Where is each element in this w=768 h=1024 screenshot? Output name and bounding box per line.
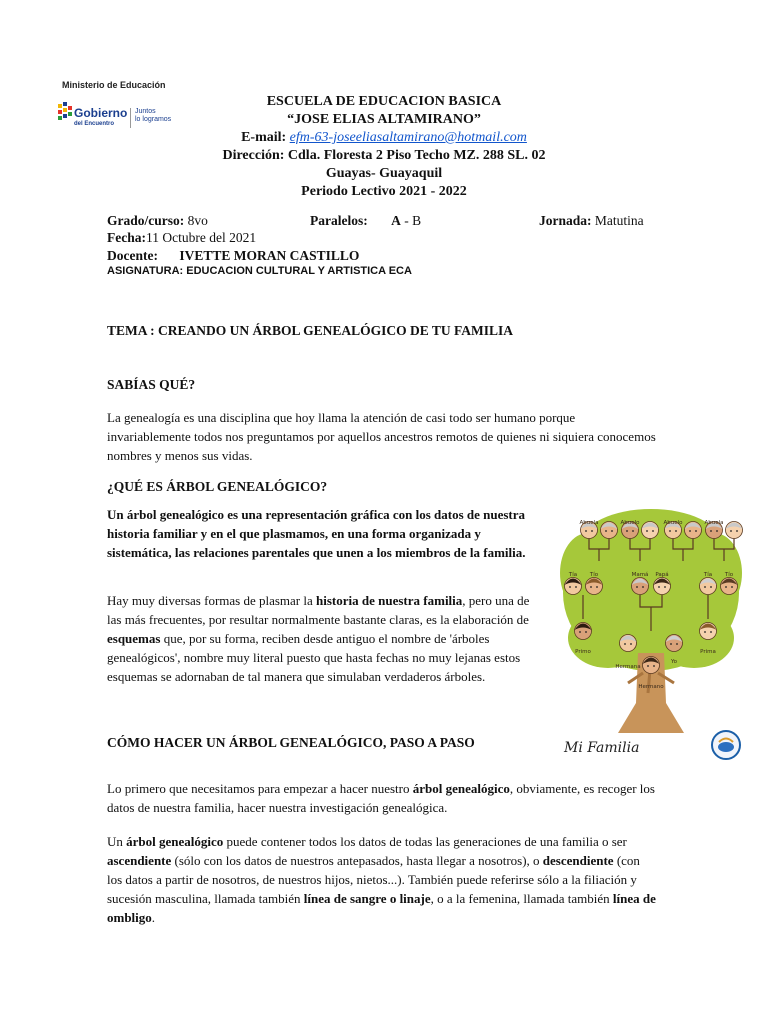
relative-2-figure: [586, 578, 603, 595]
address-line: Dirección: Cdla. Floresta 2 Piso Techo MZ. 288 SL. 02: [222, 148, 546, 163]
relative-4-label: Papá: [655, 572, 669, 578]
grandparent-2-label: Abuelo: [620, 520, 640, 526]
me-label: Yo: [671, 659, 677, 665]
tree-caption: Mi Familia: [564, 740, 640, 756]
cousin-male-label: Primo: [575, 649, 591, 655]
ministry-label: Ministerio de Educación: [62, 80, 166, 90]
definition-paragraph: Un árbol genealógico es una representación gráfica con los datos de nuestra historia familiar y en el que plasmamos, en una forma organizada y sistemática, las relaciones parentales que unen a los miembros de la familia.: [107, 507, 526, 560]
grade-field: Grado/curso: 8vo: [107, 213, 208, 228]
relative-3-figure: [632, 578, 649, 595]
relative-6-label: Tío: [724, 572, 734, 578]
cousin-male-figure: [575, 623, 592, 640]
relative-5-figure: [700, 578, 717, 595]
relative-1-label: Tía: [568, 572, 578, 578]
email-link[interactable]: efm-63-joseeliasaltamirano@hotmail.com: [289, 130, 527, 145]
grandparent-pair-3-figure: [685, 522, 702, 539]
gobierno-wordmark: Gobierno del Encuentro: [74, 106, 128, 127]
cousin-female-label: Prima: [700, 649, 716, 655]
brother-figure: [643, 657, 660, 674]
date-field: Fecha:11 Octubre del 2021: [107, 230, 257, 245]
topic-heading: TEMA : CREANDO UN ÁRBOL GENEALÓGICO DE TU FAMILIA: [107, 323, 514, 338]
me-figure: [666, 635, 683, 652]
grandparent-4-label: Abuela: [704, 520, 724, 526]
sabias-paragraph: La genealogía es una disciplina que hoy llama la atención de casi todo ser humano porque invariablemente todos nos preguntamos por aquellos ancestros remotos de quienes ni siquiera conocemos nombres y menos sus vidas.: [107, 410, 656, 463]
relative-5-label: Tía: [703, 572, 713, 578]
relative-6-figure: [721, 578, 738, 595]
grandparent-pair-2-figure: [642, 522, 659, 539]
family-tree-illustration: [558, 503, 744, 764]
logo-slogan: Juntos lo logramos: [135, 108, 172, 123]
grandparent-pair-1-figure: [601, 522, 618, 539]
brother-label: Hermano: [638, 684, 664, 690]
email-line: E-mail: efm-63-joseeliasaltamirano@hotmail.com: [241, 130, 527, 145]
government-emblem-icon: [56, 100, 74, 130]
period-line: Periodo Lectivo 2021 - 2022: [301, 184, 467, 199]
first-step-paragraph: Lo primero que necesitamos para empezar a hacer nuestro árbol genealógico, obviamente, es recoger los datos de nuestra familia, hacer nuestra investigación genealógica.: [107, 781, 655, 815]
subject-line: ASIGNATURA: EDUCACION CULTURAL Y ARTISTICA ECA: [107, 265, 412, 277]
city-line: Guayas- Guayaquil: [325, 166, 443, 181]
sister-label: Hermana: [615, 664, 641, 670]
grandparent-pair-4-figure: [726, 522, 743, 539]
school-type: ESCUELA DE EDUCACION BASICA: [266, 94, 502, 109]
tree-types-paragraph: Un árbol genealógico puede contener todos los datos de todas las generaciones de una familia o ser ascendiente (sólo con los datos de nuestros antepasados, hasta llegar a nosotros), o descendiente (con los datos a partir de nosotros, de nuestros hijos, nietos...). También puede referirse sólo a la filiación y sucesión masculina, llamada también línea de sangre o linaje, o a la femenina, llamada también línea de ombligo.: [107, 834, 656, 925]
cousin-female-figure: [700, 623, 717, 640]
como-heading: CÓMO HACER UN ÁRBOL GENEALÓGICO, PASO A PASO: [107, 735, 475, 750]
que-es-heading: ¿QUÉ ES ÁRBOL GENEALÓGICO?: [107, 479, 328, 494]
relative-1-figure: [565, 578, 582, 595]
relative-3-label: Mamá: [631, 572, 649, 578]
sabias-heading: SABÍAS QUÉ?: [107, 377, 196, 392]
grandparent-1-label: Abuela: [579, 520, 599, 526]
forms-paragraph: Hay muy diversas formas de plasmar la historia de nuestra familia, pero una de las más frecuentes, por resultar normalmente bastante claras, es la elaboración de esquemas que, por su forma, reciben desde antiguo el nombre de 'árboles genealógicos', nombre muy literal puesto que hasta fechas no muy lejanas estos esquemas se adornaban de tal manera que simulaban verdaderos árboles.: [107, 593, 530, 684]
shift-field: Jornada: Matutina: [539, 213, 644, 228]
relative-2-label: Tío: [589, 572, 599, 578]
grandparent-3-label: Abuelo: [663, 520, 683, 526]
sister-figure: [620, 635, 637, 652]
parallel-field: Paralelos: A - B: [310, 213, 422, 228]
relative-4-figure: [654, 578, 671, 595]
teacher-field: Docente: IVETTE MORAN CASTILLO: [107, 248, 360, 263]
school-name: “JOSE ELIAS ALTAMIRANO”: [287, 112, 481, 127]
